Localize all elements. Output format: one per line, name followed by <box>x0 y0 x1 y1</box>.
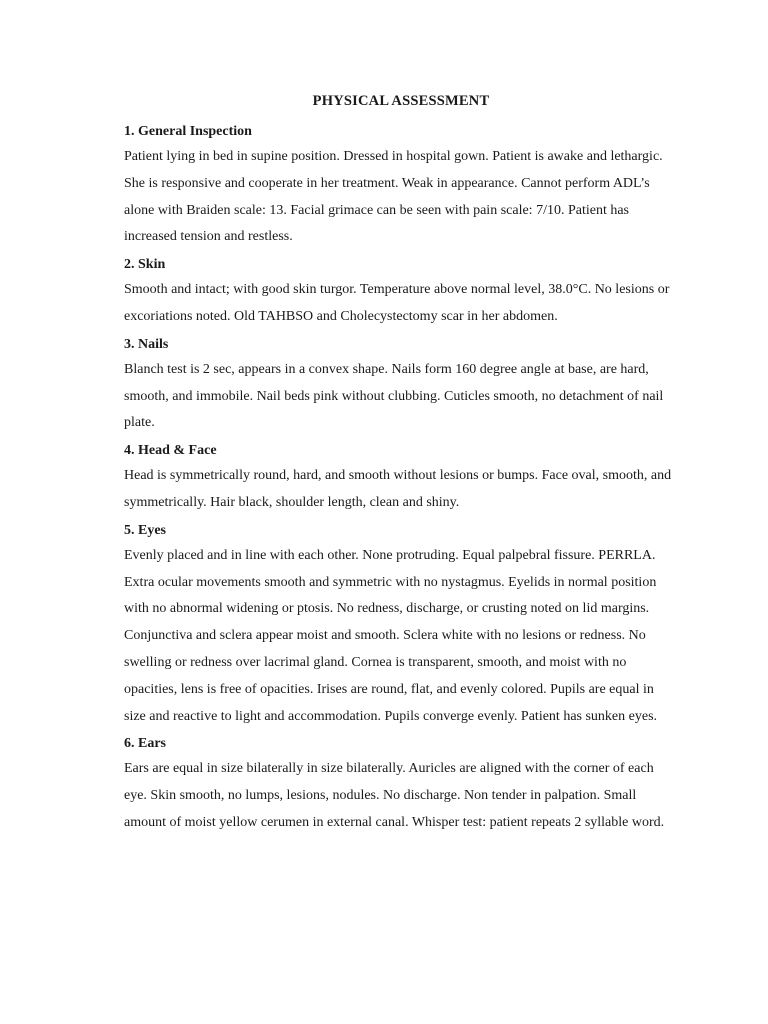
section-body: Blanch test is 2 sec, appears in a convex shape. Nails form 160 degree angle at base, are hard, smooth, and immobile. Nail beds pink without clubbing. Cuticles smooth, no detachment of nail plate. <box>124 361 664 431</box>
section-heading: 1. General Inspection <box>124 124 252 139</box>
section-heading: 3. Nails <box>124 336 169 352</box>
section-eyes <box>124 519 672 733</box>
section-nails <box>124 333 672 439</box>
document-title: PHYSICAL ASSESSMENT <box>312 93 490 109</box>
section-heading: 4. Head & Face <box>124 443 217 459</box>
section-general-inspection <box>124 120 672 253</box>
section-body: Patient lying in bed in supine position. Dressed in hospital gown. Patient is awake and lethargic. She is responsive and cooperate in her treatment. Weak in appearance. Cannot perform ADL’s alone with Braiden scale: 13. Facial grimace can be seen with pain scale: 7/10. Patient has increased tension and restless. <box>124 149 663 245</box>
section-body: Smooth and intact; with good skin turgor. Temperature above normal level, 38.0°C. No lesions or excoriations noted. Old TAHBSO and Cholecystectomy scar in her abdomen. <box>124 282 670 324</box>
section-body: Head is symmetrically round, hard, and smooth without lesions or bumps. Face oval, smooth, and symmetrically. Hair black, shoulder length, clean and shiny. <box>124 468 672 510</box>
section-ears <box>124 732 672 838</box>
section-body: Ears are equal in size bilaterally in size bilaterally. Auricles are aligned with the corner of each eye. Skin smooth, no lumps, lesions, nodules. No discharge. Non tender in palpation. Small amount of moist yellow cerumen in external canal. Whisper test: patient repeats 2 syllable word. <box>124 761 665 830</box>
section-body: Evenly placed and in line with each other. None protruding. Equal palpebral fissure. PERRLA. Extra ocular movements smooth and symmetric with no nystagmus. Eyelids in normal position with no abnormal widening or ptosis. No redness, discharge, or crusting noted on lid margins. Conjunctiva and sclera appear moist and smooth. Sclera white with no lesions or redness. No swelling or redness over lacrimal gland. Cornea is transparent, smooth, and moist with no opacities, lens is free of opacities. Irises are round, flat, and evenly colored. Pupils are equal in size and reactive to light and accommodation. Pupils converge evenly. Patient has sunken eyes. <box>124 547 658 724</box>
section-heading: 6. Ears <box>124 736 166 752</box>
document-page <box>124 90 672 839</box>
section-heading: 2. Skin <box>124 257 166 273</box>
section-skin <box>124 253 672 333</box>
section-heading: 5. Eyes <box>124 522 166 538</box>
section-head-face <box>124 439 672 519</box>
